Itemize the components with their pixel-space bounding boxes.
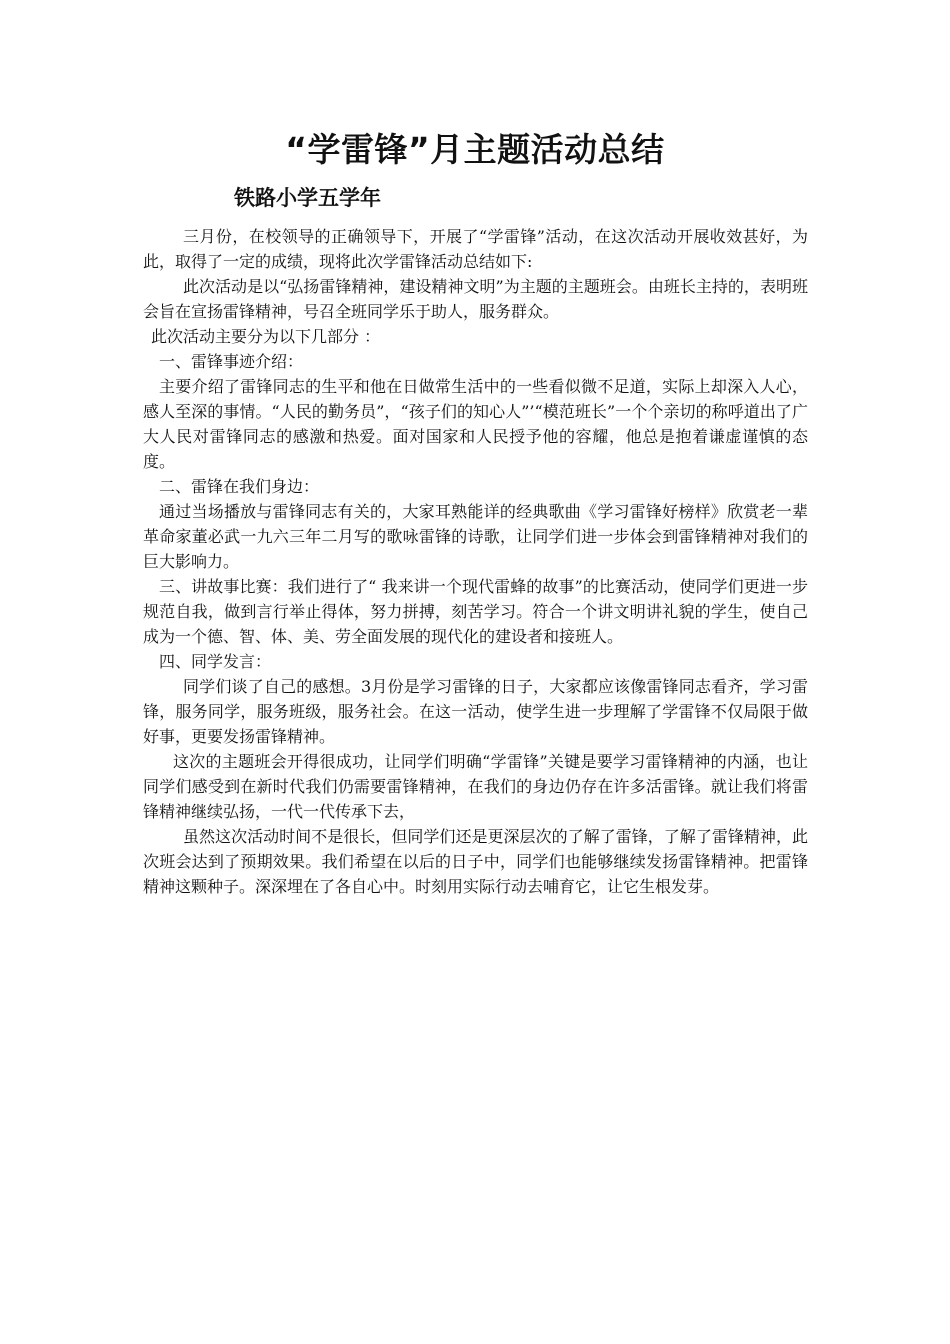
paragraph-conclusion-1: 这次的主题班会开得很成功，让同学们明确“学雷锋”关键是要学习雷锋精神的内涵，也让同学们感受到在新时代我们仍需要雷锋精神，在我们的身边仍存在许多活雷锋。就让我们将雷锋精神继续弘扬，一代一代传承下去，	[143, 752, 808, 821]
section-heading-4: 四、同学发言：	[159, 652, 272, 671]
paragraph-section-2: 通过当场播放与雷锋同志有关的，大家耳熟能详的经典歌曲《学习雷锋好榜样》欣赏老一辈革命家董必武一九六三年二月写的歌咏雷锋的诗歌，让同学们进一步体会到雷锋精神对我们的巨大影响力。	[143, 502, 808, 571]
paragraph-section-1: 主要介绍了雷锋同志的生平和他在日做常生活中的一些看似微不足道，实际上却深入人心，感人至深的事情。“人民的勤务员”，“孩子们的知心人”’“模范班长”一个个亲切的称呼道出了广大人民对雷锋同志的感激和热爱。面对国家和人民授予他的容耀，他总是抱着谦虚谨慎的态度。	[143, 377, 808, 471]
paragraph-section-3: 三、讲故事比赛：我们进行了“ 我来讲一个现代雷蜂的故事”的比赛活动，使同学们更进一步规范自我，做到言行举止得体，努力拼搏，刻苦学习。符合一个讲文明讲礼貌的学生，使自己成为一个德、智、体、美、劳全面发展的现代化的建设者和接班人。	[143, 577, 808, 646]
document-title: “学雷锋”月主题活动总结	[285, 130, 665, 169]
section-heading-1: 一、雷锋事迹介绍：	[159, 352, 304, 371]
paragraph-theme: 此次活动是以“弘扬雷锋精神，建设精神文明”为主题的主题班会。由班长主持的，表明班会旨在宣扬雷锋精神，号召全班同学乐于助人，服务群众。	[143, 277, 808, 321]
document-subtitle: 铁路小学五学年	[234, 186, 381, 210]
paragraph-section-4: 同学们谈了自己的感想。3月份是学习雷锋的日子，大家都应该像雷锋同志看齐，学习雷锋，服务同学，服务班级，服务社会。在这一活动，使学生进一步理解了学雷锋不仅局限于做好事，更要发扬雷锋精神。	[143, 677, 808, 746]
section-heading-2: 二、雷锋在我们身边：	[159, 477, 320, 496]
paragraph-intro: 三月份，在校领导的正确领导下，开展了“学雷锋”活动，在这次活动开展收效甚好，为此，取得了一定的成绩，现将此次学雷锋活动总结如下:	[143, 227, 808, 271]
document-body	[143, 224, 808, 899]
paragraph-parts-intro: 此次活动主要分为以下几部分 ：	[151, 327, 381, 346]
paragraph-conclusion-2: 虽然这次活动时间不是很长，但同学们还是更深层次的了解了雷锋，了解了雷锋精神，此次班会达到了预期效果。我们希望在以后的日子中，同学们也能够继续发扬雷锋精神。把雷锋精神这颗种子。深深埋在了各自心中。时刻用实际行动去哺育它，让它生根发芽。	[143, 827, 808, 896]
